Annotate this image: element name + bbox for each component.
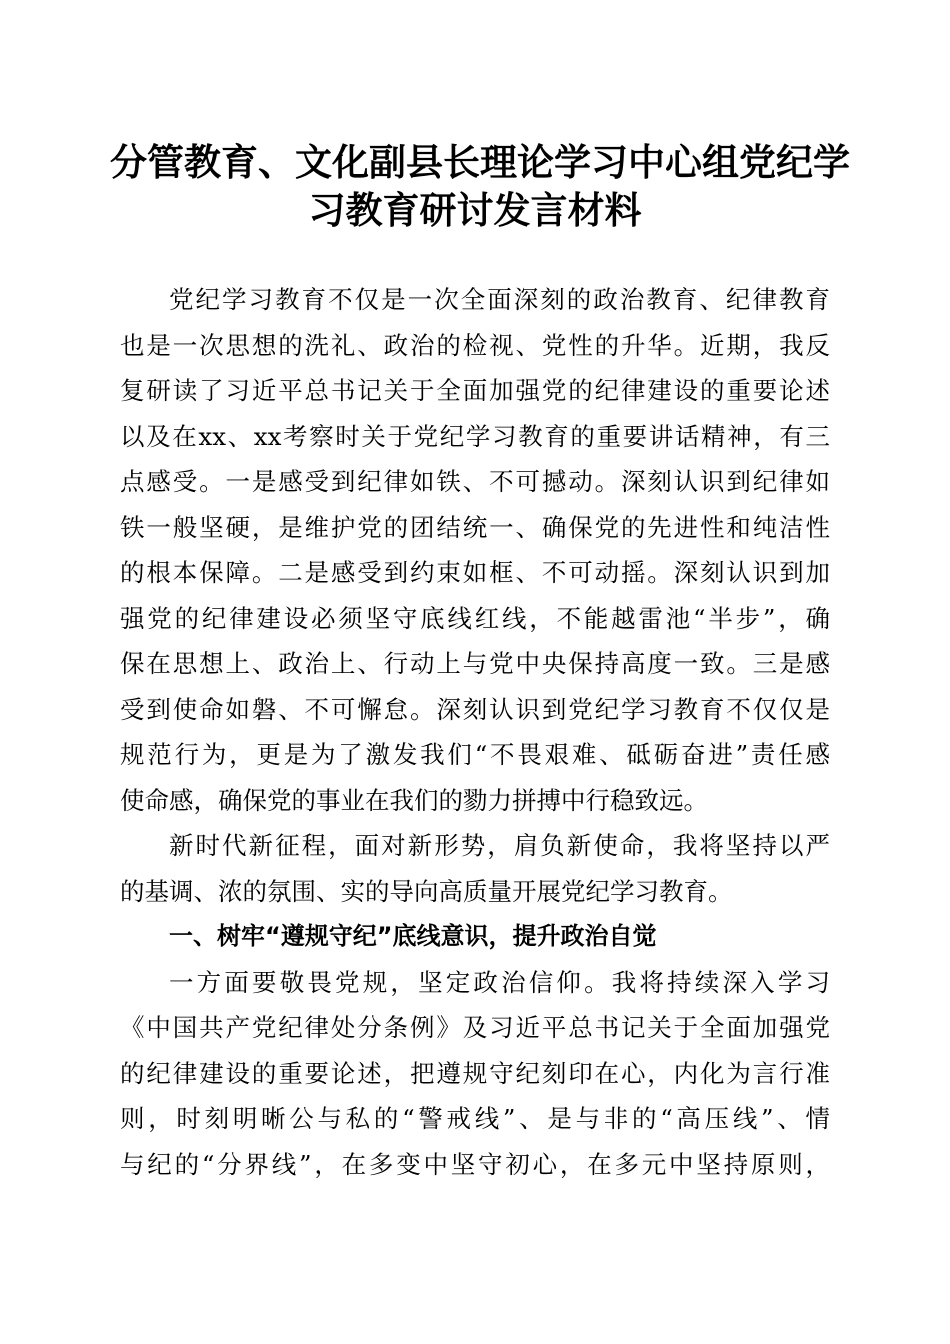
paragraph-line: 则，时刻明晰公与私的“警戒线”、是与非的“高压线”、情 (120, 1104, 830, 1133)
paragraph-line: 也是一次思想的洗礼、政治的检视、党性的升华。近期，我反 (120, 330, 830, 360)
paragraph-line: 新时代新征程，面对新形势，肩负新使命，我将坚持以严 (169, 831, 830, 860)
paragraph-line: 受到使命如磐、不可懈怠。深刻认识到党纪学习教育不仅仅是 (120, 694, 830, 724)
document-title (110, 138, 850, 234)
paragraph-line: 使命感，确保党的事业在我们的勠力拼搏中行稳致远。 (120, 785, 708, 815)
paragraph-line: 保在思想上、政治上、行动上与党中央保持高度一致。三是感 (120, 649, 830, 678)
paragraph-line: 的基调、浓的氛围、实的导向高质量开展党纪学习教育。 (120, 876, 733, 906)
paragraph-line: 规范行为，更是为了激发我们“不畏艰难、砥砺奋进”责任感 (120, 740, 830, 769)
paragraph-line: 的根本保障。二是感受到约束如框、不可动摇。深刻认识到加 (120, 558, 830, 587)
title-line: 分管教育、文化副县长理论学习中心组党纪学 (110, 140, 850, 184)
document-body (120, 277, 830, 1187)
paragraph-line: 以及在xx、xx考察时关于党纪学习教育的重要讲话精神，有三 (120, 421, 830, 451)
paragraph-line: 一方面要敬畏党规，坚定政治信仰。我将持续深入学习 (169, 967, 830, 997)
paragraph-line: 铁一般坚硬，是维护党的团结统一、确保党的先进性和纯洁性 (120, 512, 830, 542)
title-line: 习教育研讨发言材料 (308, 188, 642, 232)
section-heading: 一、树牢“遵规守纪”底线意识，提升政治自觉 (169, 922, 657, 950)
paragraph-line: 强党的纪律建设必须坚守底线红线，不能越雷池“半步”，确 (120, 603, 830, 633)
paragraph-line: 与纪的“分界线”，在多变中坚守初心，在多元中坚持原则， (120, 1149, 830, 1179)
paragraph-line: 点感受。一是感受到纪律如铁、不可撼动。深刻认识到纪律如 (120, 467, 830, 496)
paragraph-line: 复研读了习近平总书记关于全面加强党的纪律建设的重要论述 (120, 376, 830, 405)
paragraph-line: 的纪律建设的重要论述，把遵规守纪刻印在心，内化为言行准 (120, 1058, 830, 1088)
paragraph-line: 《中国共产党纪律处分条例》及习近平总书记关于全面加强党 (120, 1013, 830, 1042)
paragraph-line: 党纪学习教育不仅是一次全面深刻的政治教育、纪律教育 (169, 285, 830, 314)
